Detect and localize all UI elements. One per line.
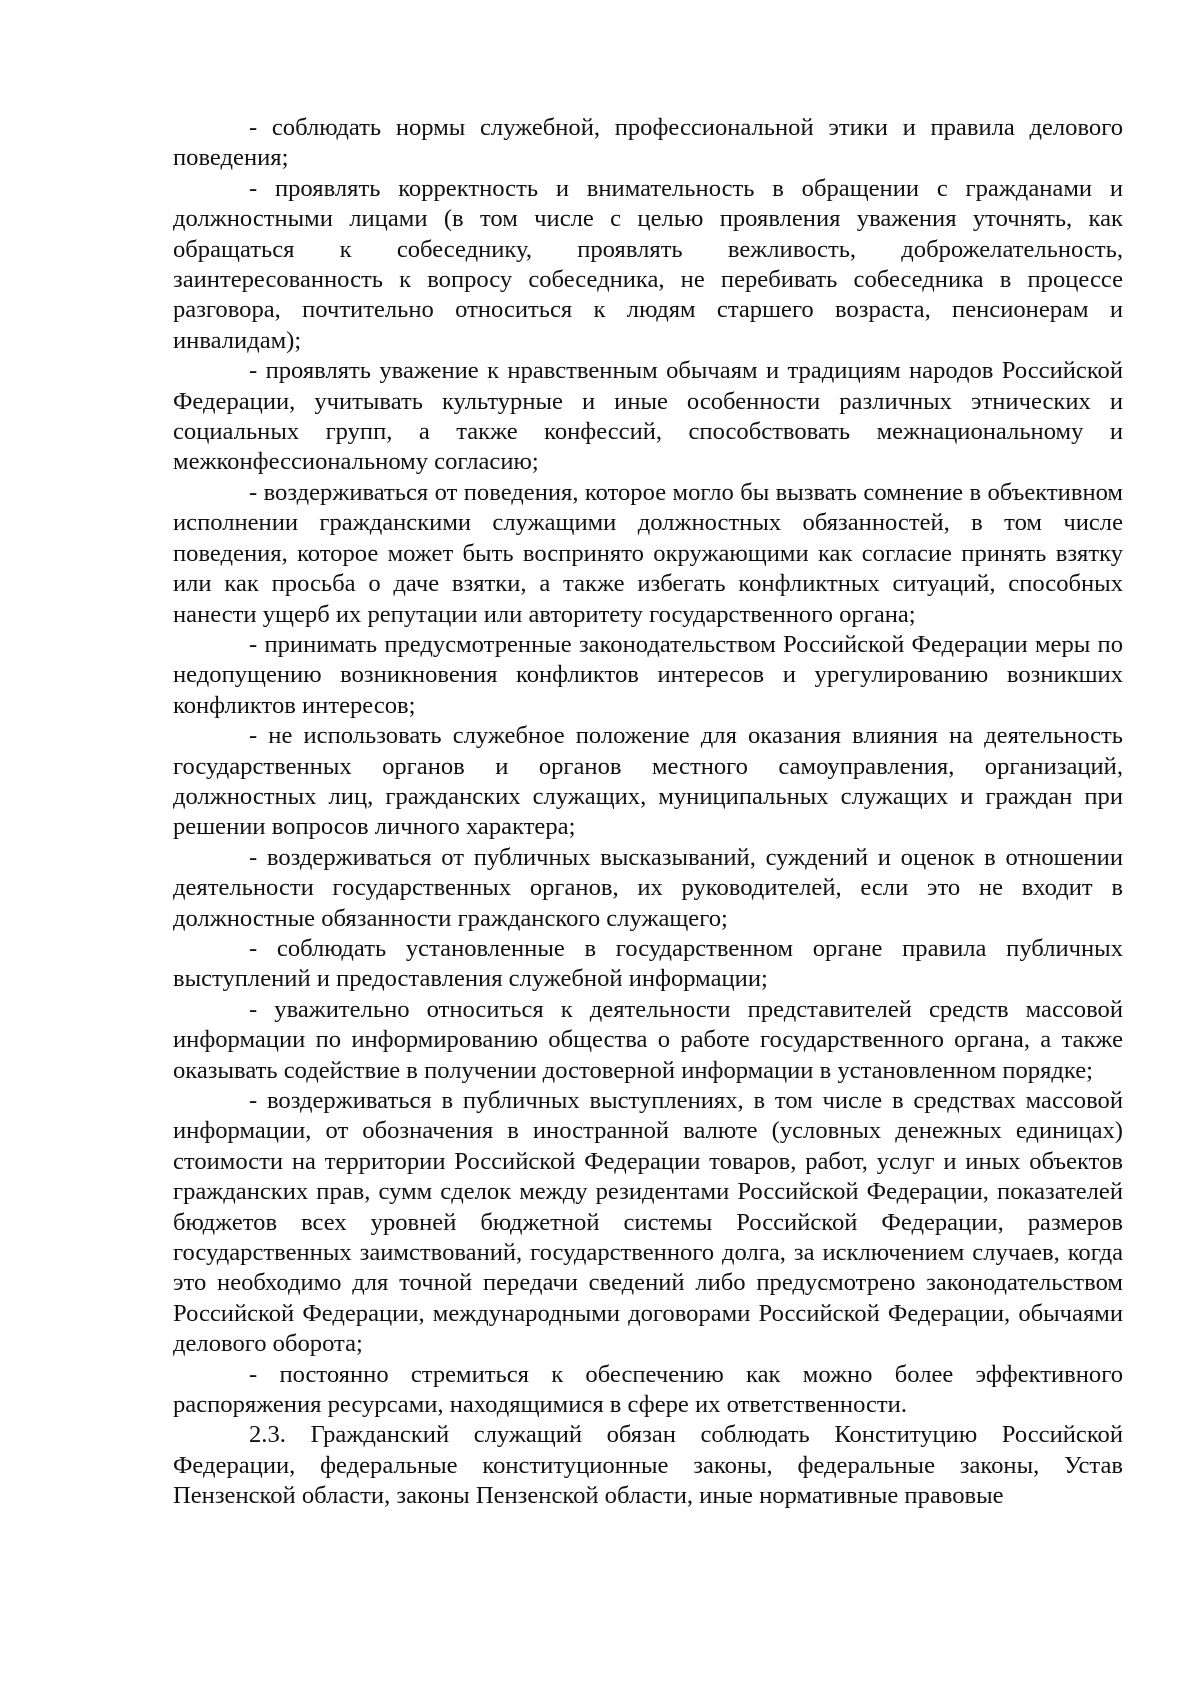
paragraph-no-influence: - не использовать служебное положение для оказания влияния на деятельность государственных органов и органов местного самоуправления, организаций, должностных лиц, гражданских служащих, муниципальных служащих и граждан при решении вопросов личного характера; (173, 722, 1123, 841)
document-page (173, 113, 1123, 1512)
paragraph-section-2-3: 2.3. Гражданский служащий обязан соблюдать Конституцию Российской Федерации, федеральные конституционные законы, федеральные законы, Устав Пензенской области, законы Пензенской области, иные нормативные правовые (173, 1421, 1123, 1510)
paragraph-public-statements: - воздерживаться от публичных высказываний, суждений и оценок в отношении деятельности государственных органов, их руководителей, если это не входит в должностные обязанности гражданского служащего; (173, 843, 1123, 932)
paragraph-public-speaking-rules: - соблюдать установленные в государственном органе правила публичных выступлений и предоставления служебной информации; (173, 934, 1123, 993)
paragraph-avoid-doubtful-behavior: - воздерживаться от поведения, которое могло бы вызвать сомнение в объективном исполнении гражданскими служащими должностных обязанностей, в том числе поведения, которое может быть воспринято окружающими как согласие принять взятку или как просьба о даче взятки, а также избегать конфликтных ситуаций, способных нанести ущерб их репутации или авторитету государственного органа; (173, 478, 1123, 628)
paragraph-conflict-of-interest: - принимать предусмотренные законодательством Российской Федерации меры по недопущению возникновения конфликтов интересов и урегулированию возникших конфликтов интересов; (173, 630, 1123, 719)
paragraph-respect-customs: - проявлять уважение к нравственным обычаям и традициям народов Российской Федерации, учитывать культурные и иные особенности различных этнических и социальных групп, а также конфессий, способствовать межнациональному и межконфессиональному согласию; (173, 357, 1123, 476)
paragraph-correctness: - проявлять корректность и внимательность в обращении с гражданами и должностными лицами (в том числе с целью проявления уважения уточнять, как обращаться к собеседнику, проявлять вежливость, доброжелательность, заинтересованность к вопросу собеседника, не перебивать собеседника в процессе разговора, почтительно относиться к людям старшего возраста, пенсионерам и инвалидам); (173, 174, 1123, 354)
paragraph-resource-efficiency: - постоянно стремиться к обеспечению как можно более эффективного распоряжения ресурсами, находящимися в сфере их ответственности. (173, 1360, 1123, 1419)
paragraph-ethics-norms: - соблюдать нормы служебной, профессиональной этики и правила делового поведения; (173, 114, 1123, 172)
paragraph-media-relations: - уважительно относиться к деятельности представителей средств массовой информации по информированию общества о работе государственного органа, а также оказывать содействие в получении достоверной информации в установленном порядке; (173, 995, 1123, 1084)
paragraph-foreign-currency: - воздерживаться в публичных выступлениях, в том числе в средствах массовой информации, от обозначения в иностранной валюте (условных денежных единицах) стоимости на территории Российской Федерации товаров, работ, услуг и иных объектов гражданских прав, сумм сделок между резидентами Российской Федерации, показателей бюджетов всех уровней бюджетной системы Российской Федерации, размеров государственных заимствований, государственного долга, за исключением случаев, когда это необходимо для точной передачи сведений либо предусмотрено законодательством Российской Федерации, международными договорами Российской Федерации, обычаями делового оборота; (173, 1087, 1123, 1358)
